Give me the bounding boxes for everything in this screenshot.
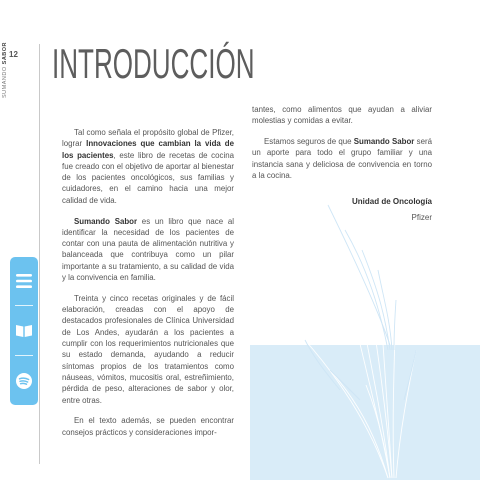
p1-text-a: Tal como señala el propósito global de Pfizer, lograr: [62, 128, 234, 149]
menu-icon[interactable]: [14, 271, 34, 291]
spotify-icon[interactable]: [14, 371, 34, 391]
signature-unit: Unidad de Oncología: [351, 197, 432, 206]
margin-rule: [39, 44, 40, 464]
running-header: [2, 42, 8, 98]
closing-text-c: será un aporte para todo el grupo familiar y una instancia sana y deliciosa de convivencia en torno a la cocina.: [252, 137, 432, 180]
page-title: INTRODUCCIÓN: [52, 40, 255, 87]
page-number: 12: [9, 50, 18, 59]
signature-org: Pfizer: [411, 213, 432, 222]
running-brand: SABOR: [2, 41, 8, 65]
paragraph-1: [62, 127, 234, 206]
paragraph-2: [62, 216, 234, 284]
text-column-left: [62, 127, 234, 447]
closing-text-a: Estamos seguros de que: [264, 137, 354, 147]
text-column-right: [252, 104, 432, 191]
paragraph-continued: tantes, como alimentos que ayudan a aliviar molestias y comidas a evitar.: [252, 105, 432, 126]
paragraph-4: En el texto además, se pueden encontrar consejos prácticos y consideraciones impor-: [62, 416, 234, 437]
floating-toolbar: [10, 257, 38, 405]
closing-emphasis: Sumando Sabor: [353, 137, 415, 147]
book-icon[interactable]: [14, 321, 34, 341]
plant-illustration: [300, 200, 420, 480]
paragraph-3: Treinta y cinco recetas originales y de fácil elaboración, creadas con el apoyo de destacados profesionales de Clínica Universidad de Los Andes, ayudarán a los pacientes a cumplir con los requerimientos nutricionales que su estado demanda, ayudando a reducir síntomas propios de los tratamientos como náuseas, vómitos, mucositis oral, estreñimiento, pérdida de peso, alteraciones de sabor y olor, entre otras.: [62, 293, 234, 405]
p2-text: es un libro que nace al identificar la necesidad de los pacientes de contar con una pauta de alimentación nutritiva y balanceada que contribuya como un pilar importante a su tratamiento, a su calidad de vida y la convivencia en familia.: [62, 216, 234, 283]
running-prefix: SUMANDO: [2, 66, 8, 98]
toolbar-divider: [15, 355, 33, 356]
p1-emphasis: Innovaciones que cambian la vida de los pacientes: [62, 139, 234, 160]
paragraph-closing: [252, 136, 432, 181]
toolbar-divider: [15, 305, 33, 306]
p2-emphasis: Sumando Sabor: [74, 216, 138, 226]
p1-text-c: , este libro de recetas de cocina fue creado con el objetivo de aportar al bienestar de los pacientes oncológicos, sus familias y cuidadores, en el camino hacia una mejor calidad de vida.: [62, 150, 234, 205]
